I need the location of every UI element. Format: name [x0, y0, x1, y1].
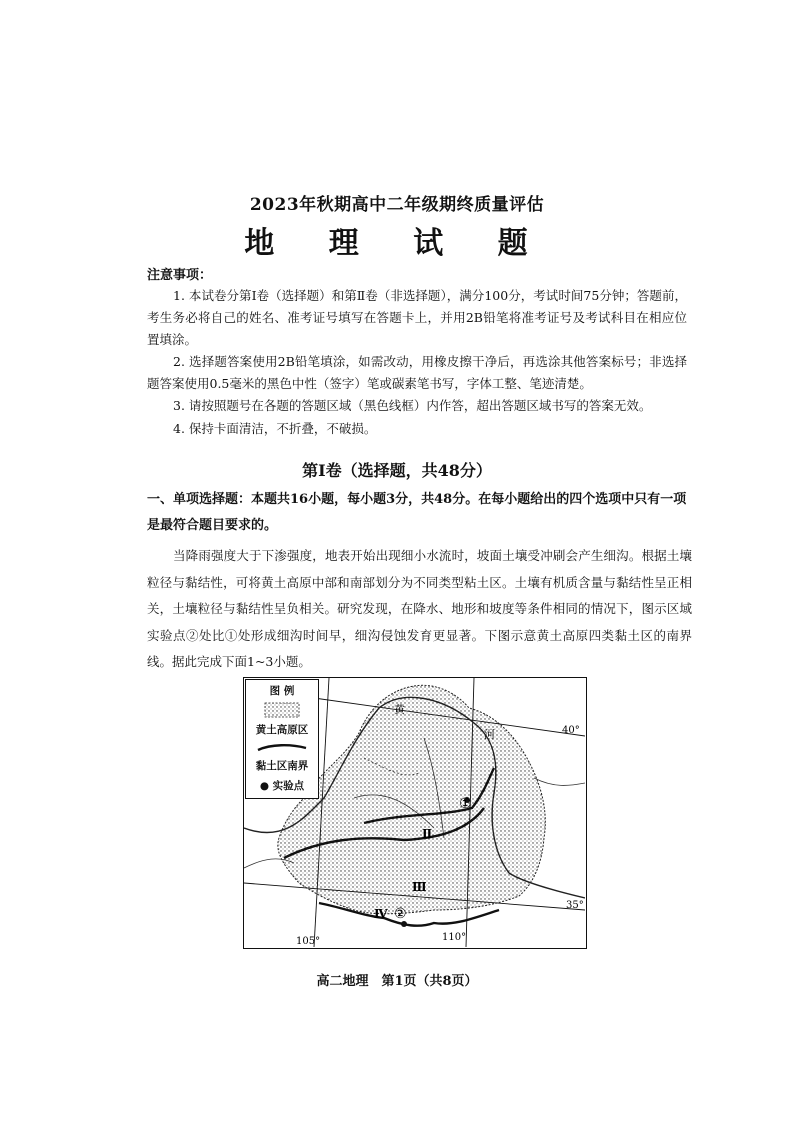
map-label-point-1: ① [459, 796, 472, 812]
map-label-lat-40: 40° [562, 725, 580, 736]
map-label-lat-35: 35° [566, 900, 584, 911]
question-instructions: 一、单项选择题：本题共16小题，每小题3分，共48分。在每小题给出的四个选项中只有一项是最符合题目要求的。 [147, 492, 687, 533]
legend-loess-label: 黄土高原区 [255, 724, 309, 736]
legend-boundary-swatch [256, 742, 308, 754]
notice-item-3: 3. 请按照题号在各题的答题区域（黑色线框）内作答，超出答题区域书写的答案无效。 [173, 398, 652, 413]
map-label-lon-105: 105° [296, 936, 321, 947]
map-label-river-2: 河 [484, 728, 495, 741]
notice-heading: 注意事项： [147, 268, 213, 283]
map-legend [245, 679, 319, 799]
tributary [534, 778, 585, 785]
legend-point-label: ● 实验点 [259, 780, 305, 792]
map-label-zone-4: Ⅳ [374, 907, 388, 921]
notice-item-2: 2. 选择题答案使用2B铅笔填涂，如需改动，用橡皮擦干净后，再选涂其他答案标号；非选择题答案使用0.5毫米的黑色中性（签字）笔或碳素笔书写，字体工整、笔迹清楚。 [147, 354, 687, 391]
subject-title: 地 理 试 题 [244, 226, 550, 261]
map-label-zone-2: Ⅱ [422, 827, 433, 841]
map-label-river-1: 黄 [394, 703, 405, 716]
map-label-point-2: ② [394, 906, 407, 922]
map-label-zone-3: Ⅲ [412, 880, 427, 894]
notice-item-4: 4. 保持卡面清洁，不折叠，不破损。 [173, 421, 377, 436]
legend-title: 图 例 [269, 685, 295, 697]
exam-title: 2023年秋期高中二年级期终质量评估 [249, 195, 545, 215]
section-title: 第Ⅰ卷（选择题，共48分） [302, 461, 492, 480]
notice-item-1: 1. 本试卷分第Ⅰ卷（选择题）和第Ⅱ卷（非选择题），满分100分，考试时间75分钟；答题前，考生务必将自己的姓名、准考证号填写在答题卡上，并用2B铅笔将准考证号及考试科目在相应位置填涂。 [147, 288, 687, 347]
page-footer: 高二地理 第1页（共8页） [316, 974, 478, 989]
map-label-lon-110: 110° [442, 932, 467, 943]
question-passage: 当降雨强度大于下渗强度，地表开始出现细小水流时，坡面土壤受冲刷会产生细沟。根据土壤粒径与黏结性，可将黄土高原中部和南部划分为不同类型粘土区。土壤有机质含量与黏结性呈正相关，土壤粒径与黏结性呈负相关。研究发现，在降水、地形和坡度等条件相同的情况下，图示区域实验点②处比①处形成细沟时间早，细沟侵蚀发育更显著。下图示意黄土高原四类黏土区的南界线。据此完成下面1~3小题。 [147, 548, 692, 669]
legend-loess-swatch [264, 702, 300, 718]
legend-boundary-label: 黏土区南界 [255, 760, 309, 772]
